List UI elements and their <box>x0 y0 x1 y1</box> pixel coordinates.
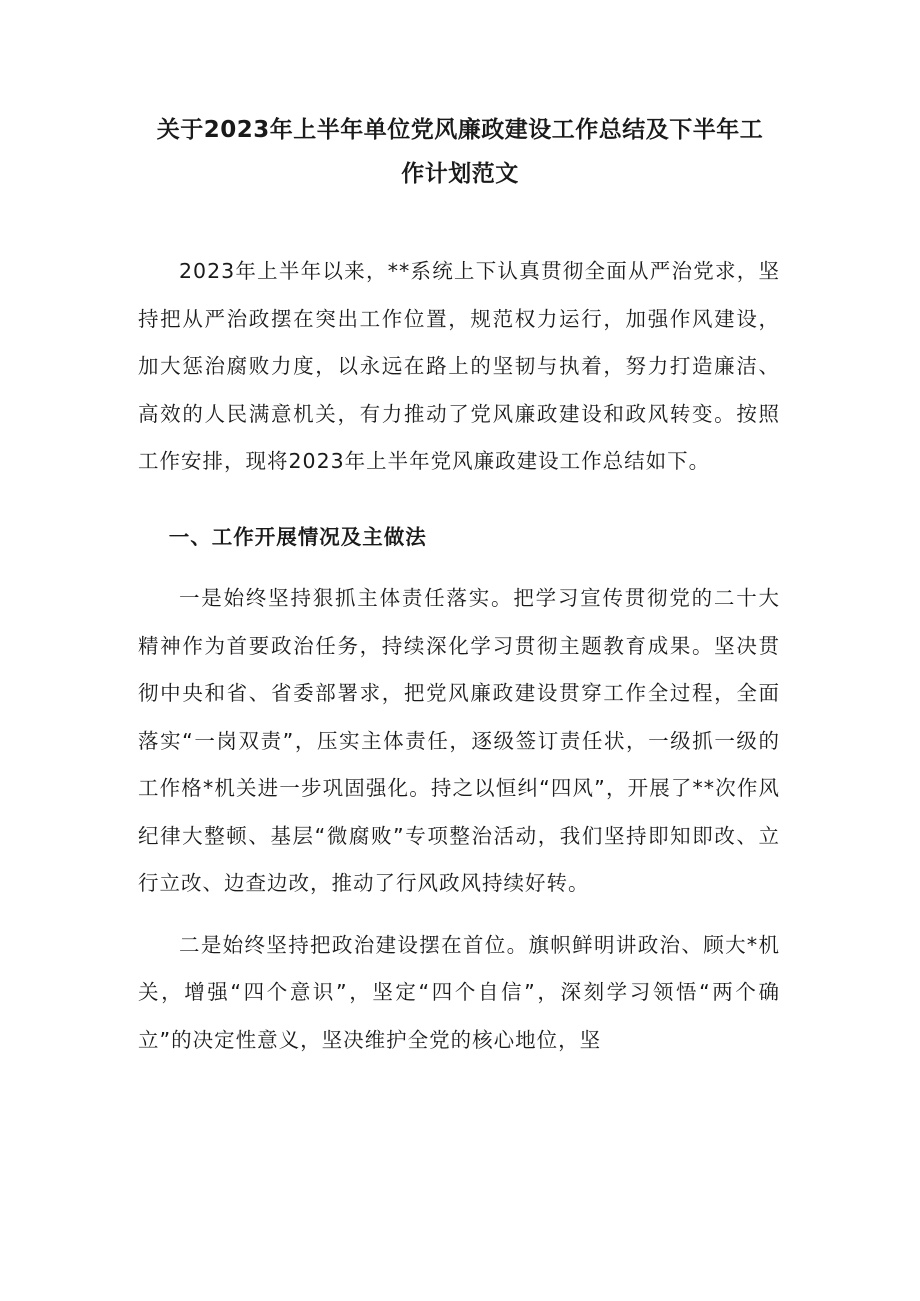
section-heading: 一、工作开展情况及主做法 <box>168 524 427 549</box>
document-title: 关于2023年上半年单位党风廉政建设工作总结及下半年工作计划范文 <box>156 117 764 187</box>
spacer <box>138 486 780 500</box>
intro-paragraph: 2023年上半年以来，**系统上下认真贯彻全面从严治党求，坚持把从严治政摆在突出工作位置，规范权力运行，加强作风建设，加大惩治腐败力度，以永远在路上的坚韧与执着，努力打造廉洁、高效的人民满意机关，有力推动了党风廉政建设和政风转变。按照工作安排，现将2023年上半年党风廉政建设工作总结如下。 <box>138 259 780 473</box>
body-paragraph-2: 二是始终坚持把政治建设摆在首位。旗帜鲜明讲政治、顾大*机关，增强“四个意识”，坚定“四个自信”，深刻学习领悟“两个确立”的决定性意义，坚决维护全党的核心地位，坚 <box>138 932 780 1052</box>
body-paragraph-1: 一是始终坚持狠抓主体责任落实。把学习宣传贯彻党的二十大精神作为首要政治任务，持续深化学习贯彻主题教育成果。坚决贯彻中央和省、省委部署求，把党风廉政建设贯穿工作全过程，全面落实“一岗双责”，压实主体责任，逐级签订责任状，一级抓一级的工作格*机关进一步巩固强化。持之以恒纠“四风”，开展了**次作风纪律大整顿、基层“微腐败”专项整治活动，我们坚持即知即改、立行立改、边查边改，推动了行风政风持续好转。 <box>138 586 780 895</box>
document-body <box>138 248 780 1064</box>
spacer <box>138 908 780 922</box>
